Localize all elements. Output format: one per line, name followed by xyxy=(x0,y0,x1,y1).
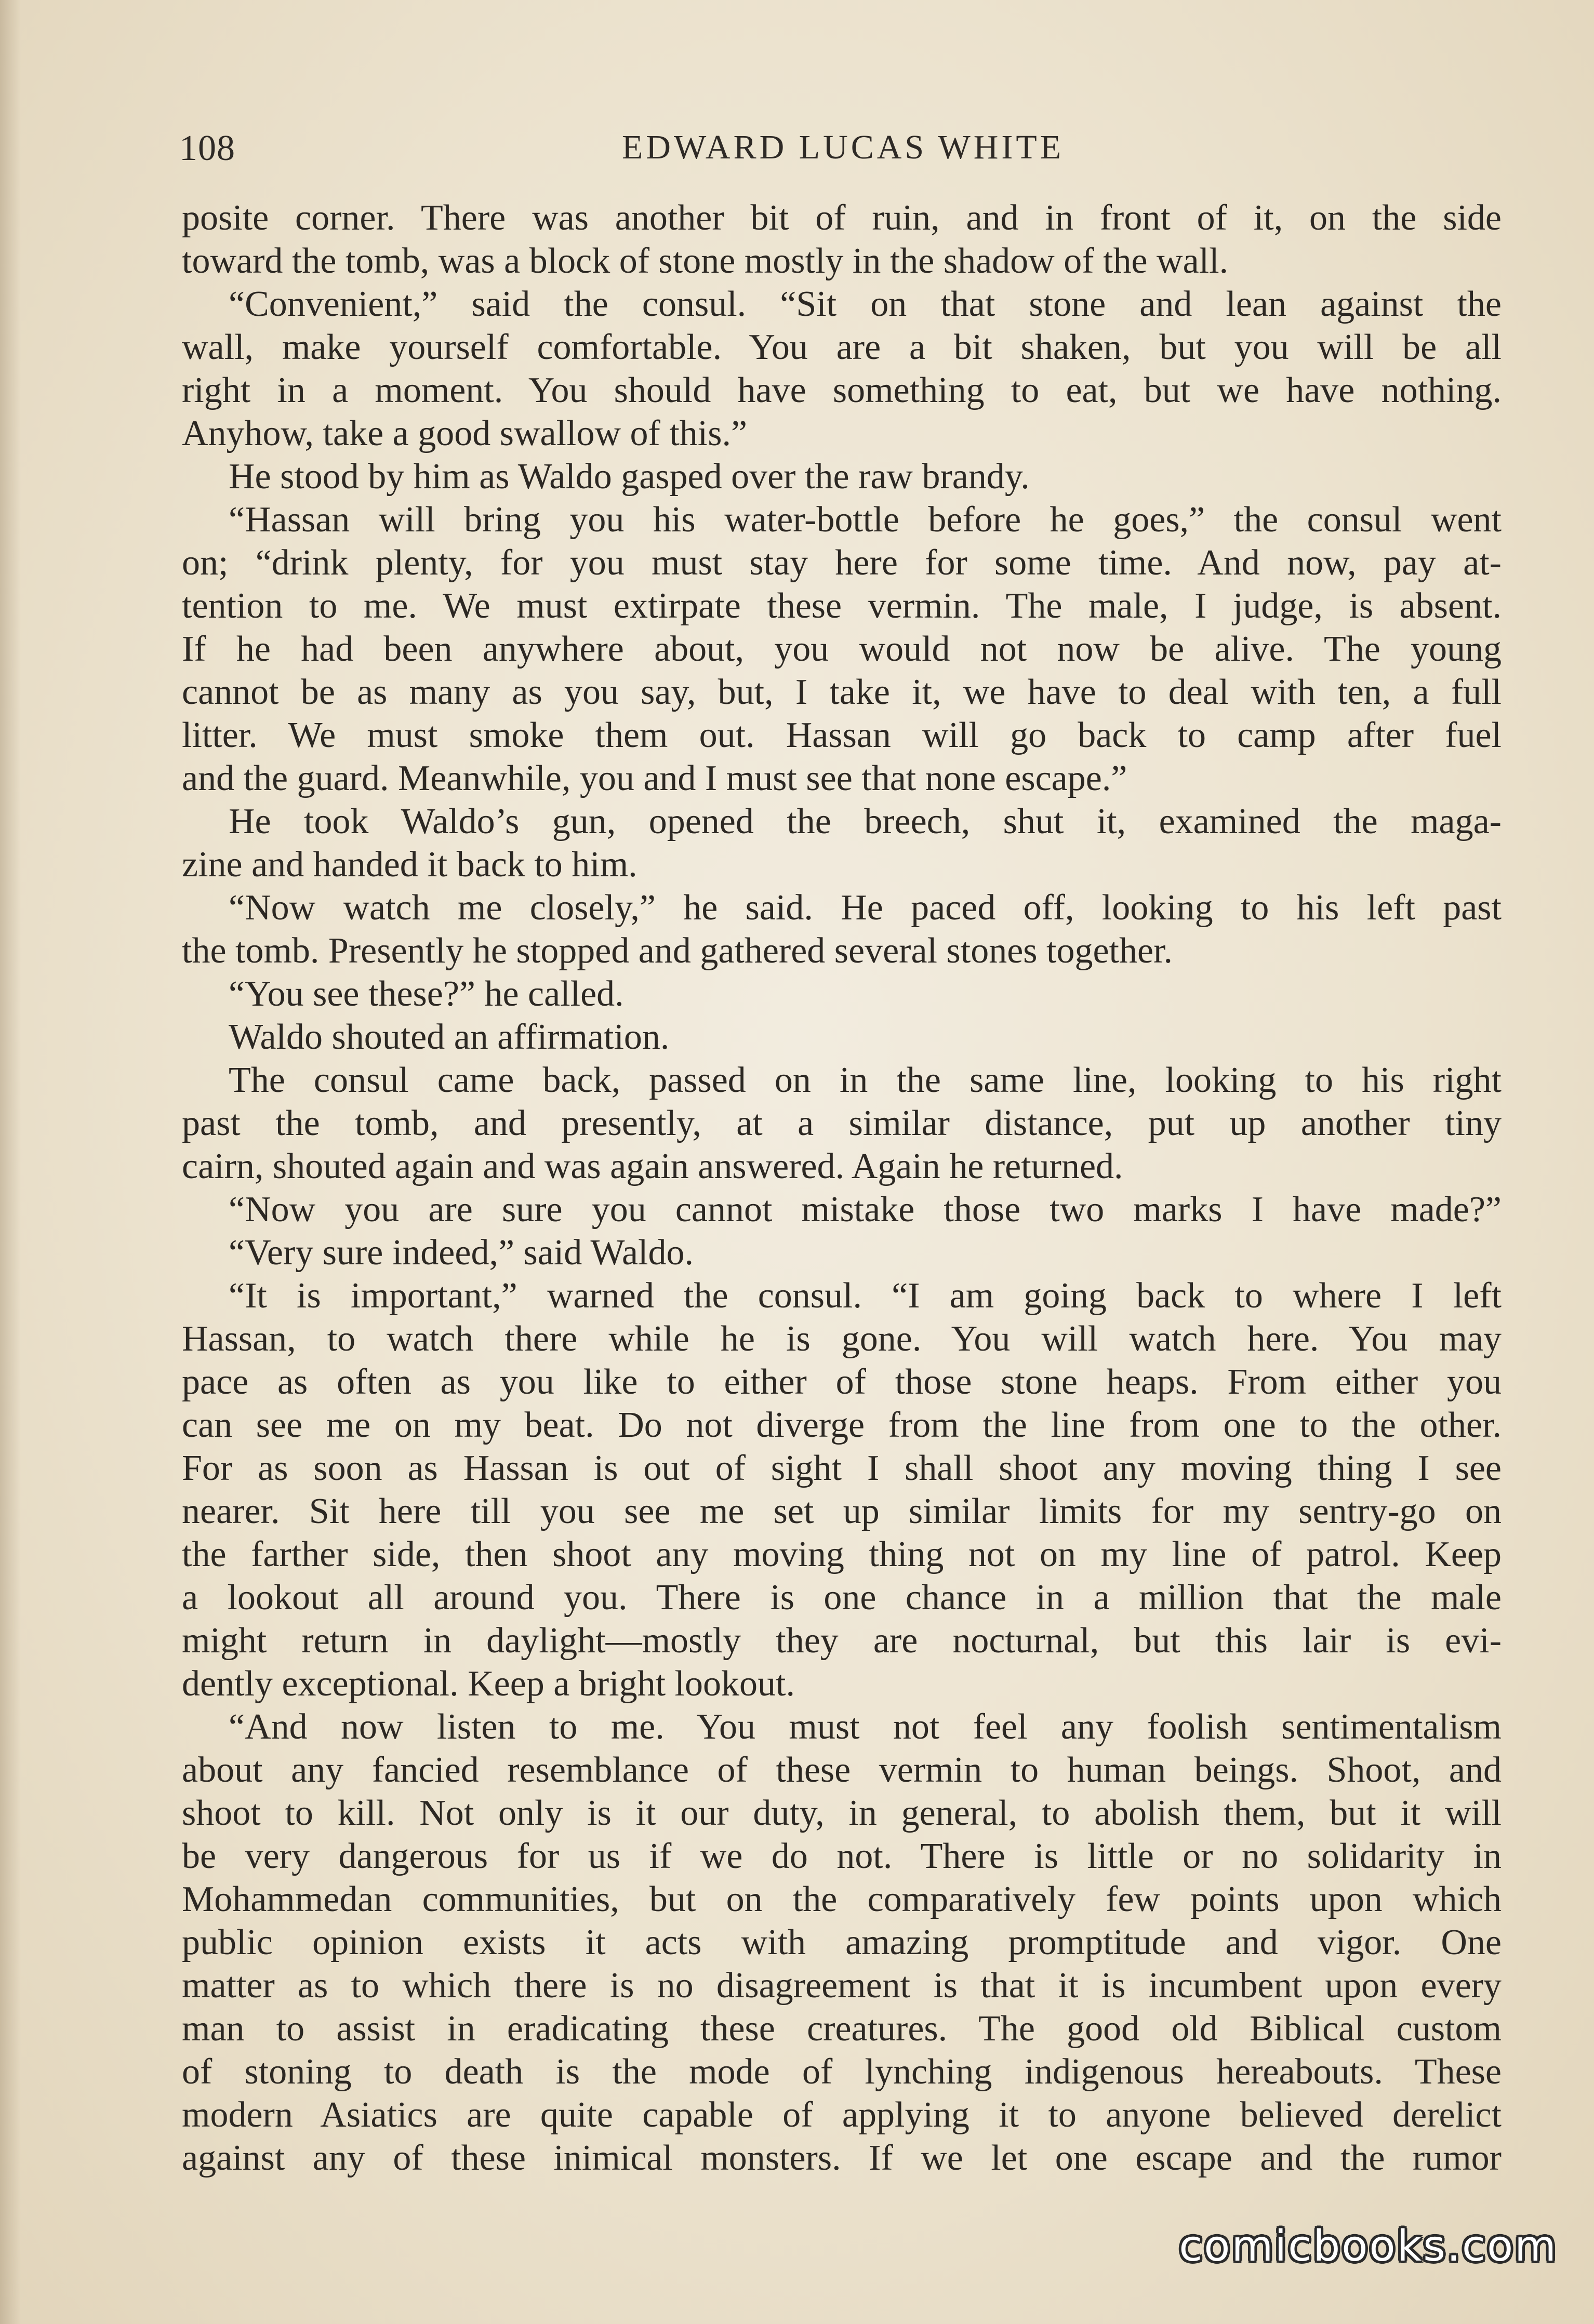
text-line: The consul came back, passed on in the same line, looking to his right xyxy=(229,1060,1502,1100)
text-line: nearer. Sit here till you see me set up similar limits for my sentry-go on xyxy=(182,1491,1502,1531)
text-line: posite corner. There was another bit of ruin, and in front of it, on the side xyxy=(182,198,1502,238)
text-line: of stoning to death is the mode of lynching indigenous hereabouts. These xyxy=(182,2052,1502,2092)
text-line: “Now watch me closely,” he said. He paced off, looking to his left past xyxy=(229,888,1502,928)
text-line: public opinion exists it acts with amazing promptitude and vigor. One xyxy=(182,1922,1502,1962)
text-line: man to assist in eradicating these creatures. The good old Biblical custom xyxy=(182,2009,1502,2049)
text-line: toward the tomb, was a block of stone mostly in the shadow of the wall. xyxy=(182,241,1229,281)
text-line: Hassan, to watch there while he is gone. You will watch here. You may xyxy=(182,1319,1502,1359)
text-line: Anyhow, take a good swallow of this.” xyxy=(182,413,748,453)
text-line: “Now you are sure you cannot mistake those two marks I have made?” xyxy=(229,1190,1502,1230)
text-line: on; “drink plenty, for you must stay here for some time. And now, pay at- xyxy=(182,543,1502,583)
text-line: against any of these inimical monsters. If we let one escape and the rumor xyxy=(182,2138,1502,2178)
text-line: can see me on my beat. Do not diverge from the line from one to the other. xyxy=(182,1405,1502,1445)
running-head: EDWARD LUCAS WHITE xyxy=(621,128,1065,166)
page-header xyxy=(179,121,1507,178)
text-line: the tomb. Presently he stopped and gathered several stones together. xyxy=(182,931,1173,971)
text-line: tention to me. We must extirpate these vermin. The male, I judge, is absent. xyxy=(182,586,1502,626)
text-line: “And now listen to me. You must not feel any foolish sentimentalism xyxy=(229,1707,1502,1747)
text-line: “Convenient,” said the consul. “Sit on that stone and lean against the xyxy=(229,284,1502,324)
text-line: pace as often as you like to either of those stone heaps. From either you xyxy=(182,1362,1502,1402)
page-number: 108 xyxy=(179,128,235,168)
text-line: modern Asiatics are quite capable of applying it to anyone believed derelict xyxy=(182,2095,1502,2135)
text-line: “It is important,” warned the consul. “I am going back to where I left xyxy=(229,1276,1502,1316)
page-edge-shadow xyxy=(0,0,21,2324)
text-line: litter. We must smoke them out. Hassan will go back to camp after fuel xyxy=(182,715,1502,755)
text-line: Mohammedan communities, but on the comparatively few points upon which xyxy=(182,1879,1502,1919)
text-line: He took Waldo’s gun, opened the breech, shut it, examined the maga- xyxy=(229,802,1502,842)
text-line: cairn, shouted again and was again answered. Again he returned. xyxy=(182,1146,1123,1186)
text-line: He stood by him as Waldo gasped over the raw brandy. xyxy=(229,457,1030,497)
text-line: zine and handed it back to him. xyxy=(182,845,637,885)
text-line: “You see these?” he called. xyxy=(229,974,624,1014)
text-line: might return in daylight—mostly they are nocturnal, but this lair is evi- xyxy=(182,1621,1502,1661)
text-line: right in a moment. You should have something to eat, but we have nothing. xyxy=(182,370,1502,410)
text-line: cannot be as many as you say, but, I take it, we have to deal with ten, a full xyxy=(182,672,1502,712)
text-line: a lookout all around you. There is one chance in a million that the male xyxy=(182,1578,1502,1618)
text-line: matter as to which there is no disagreement is that it is incumbent upon every xyxy=(182,1966,1502,2006)
text-line: be very dangerous for us if we do not. There is little or no solidarity in xyxy=(182,1836,1502,1876)
text-line: past the tomb, and presently, at a similar distance, put up another tiny xyxy=(182,1103,1502,1143)
text-line: If he had been anywhere about, you would not now be alive. The young xyxy=(182,629,1502,669)
text-line: and the guard. Meanwhile, you and I must see that none escape.” xyxy=(182,758,1127,798)
text-line: Waldo shouted an affirmation. xyxy=(229,1017,670,1057)
text-line: about any fancied resemblance of these vermin to human beings. Shoot, and xyxy=(182,1750,1502,1790)
text-line: the farther side, then shoot any moving thing not on my line of patrol. Keep xyxy=(182,1534,1502,1574)
text-line: “Hassan will bring you his water-bottle before he goes,” the consul went xyxy=(229,500,1502,540)
text-line: “Very sure indeed,” said Waldo. xyxy=(229,1233,694,1273)
text-line: wall, make yourself comfortable. You are a bit shaken, but you will be all xyxy=(182,327,1502,367)
text-line: For as soon as Hassan is out of sight I shall shoot any moving thing I see xyxy=(182,1448,1502,1488)
watermark: comicbooks.com xyxy=(1179,2222,1558,2271)
text-line: dently exceptional. Keep a bright lookout. xyxy=(182,1664,795,1704)
body-text xyxy=(182,196,1502,2180)
text-line: shoot to kill. Not only is it our duty, in general, to abolish them, but it will xyxy=(182,1793,1502,1833)
